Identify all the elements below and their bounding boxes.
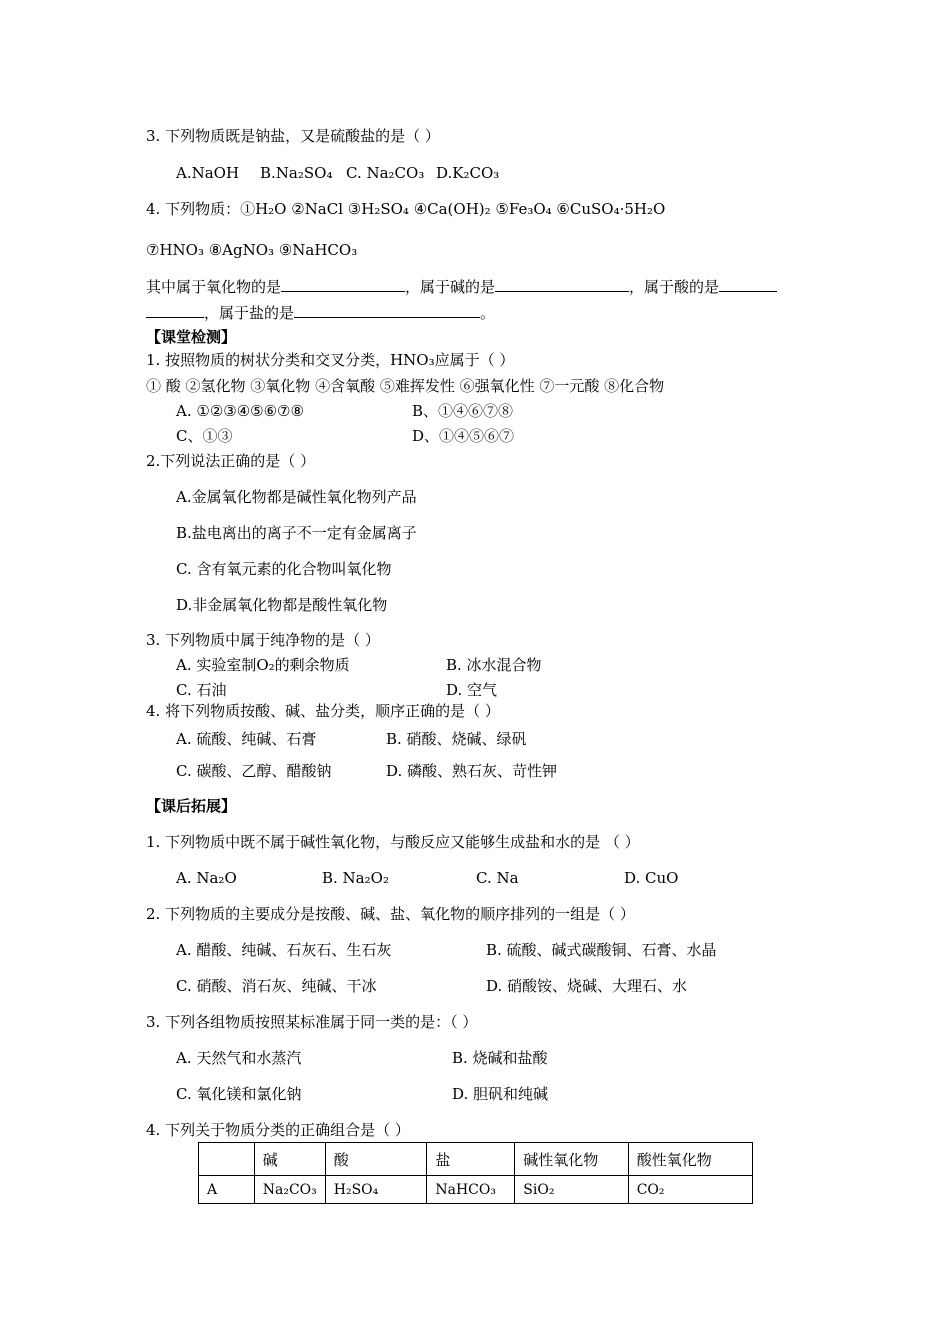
option-d: D.K₂CO₃: [436, 164, 500, 182]
question-4: 4. 下列关于物质分类的正确组合是（ ）: [146, 1121, 410, 1139]
option-c: C. Na: [476, 869, 519, 887]
table-cell: CO₂: [628, 1176, 752, 1204]
question-4-line1: 4. 下列物质：①H₂O ②NaCl ③H₂SO₄ ④Ca(OH)₂ ⑤Fe₃O₄ ⑥CuSO₄·5H₂O: [146, 200, 666, 218]
option-b: B. 冰水混合物: [446, 656, 542, 674]
table-cell: SiO₂: [515, 1176, 628, 1204]
question-1: 1. 按照物质的树状分类和交叉分类，HNO₃应属于（ ）: [146, 351, 515, 369]
option-c: C. 石油: [176, 681, 227, 699]
fill-in-line2: [146, 302, 495, 323]
table-cell: NaHCO₃: [427, 1176, 515, 1204]
option-d: D.非金属氧化物都是酸性氧化物: [176, 596, 388, 614]
option-a: A. 天然气和水蒸汽: [176, 1049, 302, 1067]
option-d: D. 胆矾和纯碱: [452, 1085, 549, 1103]
question-4-line2: ⑦HNO₃ ⑧AgNO₃ ⑨NaHCO₃: [146, 241, 358, 259]
option-a: A.NaOH: [176, 164, 240, 182]
option-d: D. CuO: [624, 869, 679, 887]
table-cell: H₂SO₄: [325, 1176, 427, 1204]
question-1-items: ① 酸 ②氢化物 ③氧化物 ④含氧酸 ⑤难挥发性 ⑥强氧化性 ⑦一元酸 ⑧化合物: [146, 377, 665, 395]
option-b: B.盐电离出的离子不一定有金属离子: [176, 524, 417, 542]
fill-label-acid: ，属于酸的是: [629, 278, 720, 296]
option-c: C. 硝酸、消石灰、纯碱、干冰: [176, 977, 377, 995]
option-a: A. 实验室制O₂的剩余物质: [176, 656, 350, 674]
option-b: B. 烧碱和盐酸: [452, 1049, 548, 1067]
option-a: A. 醋酸、纯碱、石灰石、生石灰: [176, 941, 392, 959]
question-4: 4. 将下列物质按酸、碱、盐分类，顺序正确的是（ ）: [146, 702, 500, 720]
table-header-cell: [199, 1143, 255, 1176]
option-d: D. 磷酸、熟石灰、苛性钾: [386, 762, 558, 780]
option-a: A. Na₂O: [176, 869, 237, 887]
question-2: 2.下列说法正确的是（ ）: [146, 452, 316, 470]
option-d: D. 空气: [446, 681, 498, 699]
answer-blank[interactable]: [294, 302, 480, 318]
question-3: 3. 下列物质既是钠盐，又是硫酸盐的是（ ）: [146, 127, 440, 145]
option-b: B. Na₂O₂: [322, 869, 389, 887]
fill-end: 。: [480, 304, 496, 322]
table-header-cell: 盐: [427, 1143, 515, 1176]
option-b: B. 硝酸、烧碱、绿矾: [386, 730, 527, 748]
table-header-row: [199, 1143, 753, 1176]
table-header-cell: 酸: [325, 1143, 427, 1176]
option-a: A. ①②③④⑤⑥⑦⑧: [176, 402, 304, 420]
answer-blank[interactable]: [146, 302, 204, 318]
option-b: B、①④⑥⑦⑧: [412, 402, 514, 420]
option-c: C. 碳酸、乙醇、醋酸钠: [176, 762, 332, 780]
option-c: C. 含有氧元素的化合物叫氧化物: [176, 560, 392, 578]
option-c: C. 氧化镁和氯化钠: [176, 1085, 302, 1103]
option-c: C、①③: [176, 427, 233, 445]
answer-blank[interactable]: [281, 276, 405, 292]
option-d: D、①④⑤⑥⑦: [412, 427, 515, 445]
table-row: [199, 1176, 753, 1204]
answer-blank[interactable]: [719, 276, 777, 292]
option-b: B. 硫酸、碱式碳酸铜、石膏、水晶: [486, 941, 717, 959]
option-d: D. 硝酸铵、烧碱、大理石、水: [486, 977, 688, 995]
table-header-cell: 碱性氧化物: [515, 1143, 628, 1176]
option-b: B.Na₂SO₄: [260, 164, 333, 182]
section-heading-after-class: 【课后拓展】: [146, 797, 237, 815]
answer-blank[interactable]: [495, 276, 629, 292]
fill-label-salt: ，属于盐的是: [204, 304, 295, 322]
question-2: 2. 下列物质的主要成分是按酸、碱、盐、氧化物的顺序排列的一组是（ ）: [146, 905, 635, 923]
option-c: C. Na₂CO₃: [346, 164, 425, 182]
table-header-cell: 碱: [254, 1143, 325, 1176]
table-header-cell: 酸性氧化物: [628, 1143, 752, 1176]
table-cell: Na₂CO₃: [254, 1176, 325, 1204]
fill-label-base: ，属于碱的是: [405, 278, 496, 296]
option-a: A.金属氧化物都是碱性氧化物列产品: [176, 488, 417, 506]
option-a: A. 硫酸、纯碱、石膏: [176, 730, 317, 748]
section-heading-class-check: 【课堂检测】: [146, 328, 237, 346]
table-cell: A: [199, 1176, 255, 1204]
classification-table: [198, 1142, 753, 1204]
question-1: 1. 下列物质中既不属于碱性氧化物，与酸反应又能够生成盐和水的是 （ ）: [146, 833, 640, 851]
question-3: 3. 下列各组物质按照某标准属于同一类的是：（ ）: [146, 1013, 478, 1031]
fill-label-oxide: 其中属于氧化物的是: [146, 278, 282, 296]
question-3: 3. 下列物质中属于纯净物的是（ ）: [146, 631, 380, 649]
fill-in-line1: [146, 276, 777, 297]
